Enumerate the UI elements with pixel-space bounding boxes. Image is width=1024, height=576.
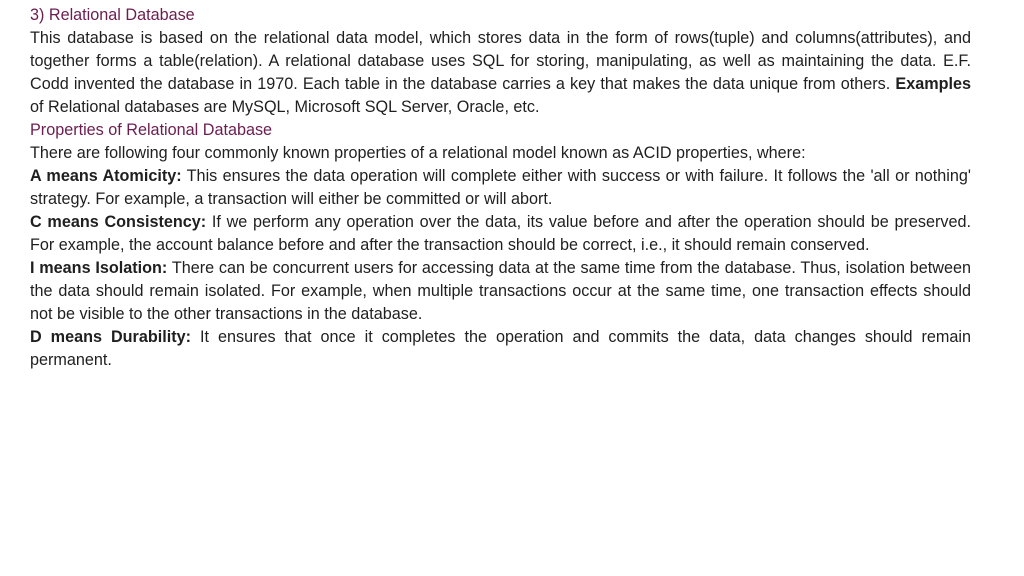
document-page (30, 4, 971, 372)
property-term: D means Durability: (30, 328, 191, 346)
property-term: C means Consistency: (30, 213, 207, 231)
examples-label: Examples (895, 75, 972, 93)
property-term: A means Atomicity: (30, 167, 182, 185)
intro-paragraph (30, 27, 971, 119)
property-consistency (30, 211, 971, 257)
intro-text: This database is based on the relational data model, which stores data in the form of rows(tuple) and columns(attributes), and together forms a table(relation). A relational database uses SQL for storing, manipulating, as well as maintaining the data. E.F. Codd invented the database in 1970. Each table in the database carries a key that makes the data unique from others. (30, 29, 971, 93)
property-term: I means Isolation: (30, 259, 168, 277)
examples-text: of Relational databases are MySQL, Microsoft SQL Server, Oracle, etc. (30, 98, 540, 116)
property-text: This ensures the data operation will complete either with success or with failure. It follows the 'all or nothing' strategy. For example, a transaction will either be committed or will abort. (30, 167, 971, 208)
section-heading: 3) Relational Database (30, 6, 195, 24)
property-text: It ensures that once it completes the operation and commits the data, data changes should remain permanent. (30, 328, 971, 369)
property-text: There can be concurrent users for accessing data at the same time from the database. Thus, isolation between the data should remain isolated. For example, when multiple transactions occur at the same time, one transaction effects should not be visible to the other transactions in the database. (30, 259, 971, 323)
property-isolation (30, 257, 971, 326)
property-atomicity (30, 165, 971, 211)
properties-intro: There are following four commonly known properties of a relational model known as ACID properties, where: (30, 144, 806, 162)
property-text: If we perform any operation over the data, its value before and after the operation should be preserved. For example, the account balance before and after the transaction should be correct, i.e., it should remain conserved. (30, 213, 971, 254)
property-durability (30, 326, 971, 372)
properties-heading: Properties of Relational Database (30, 121, 273, 139)
